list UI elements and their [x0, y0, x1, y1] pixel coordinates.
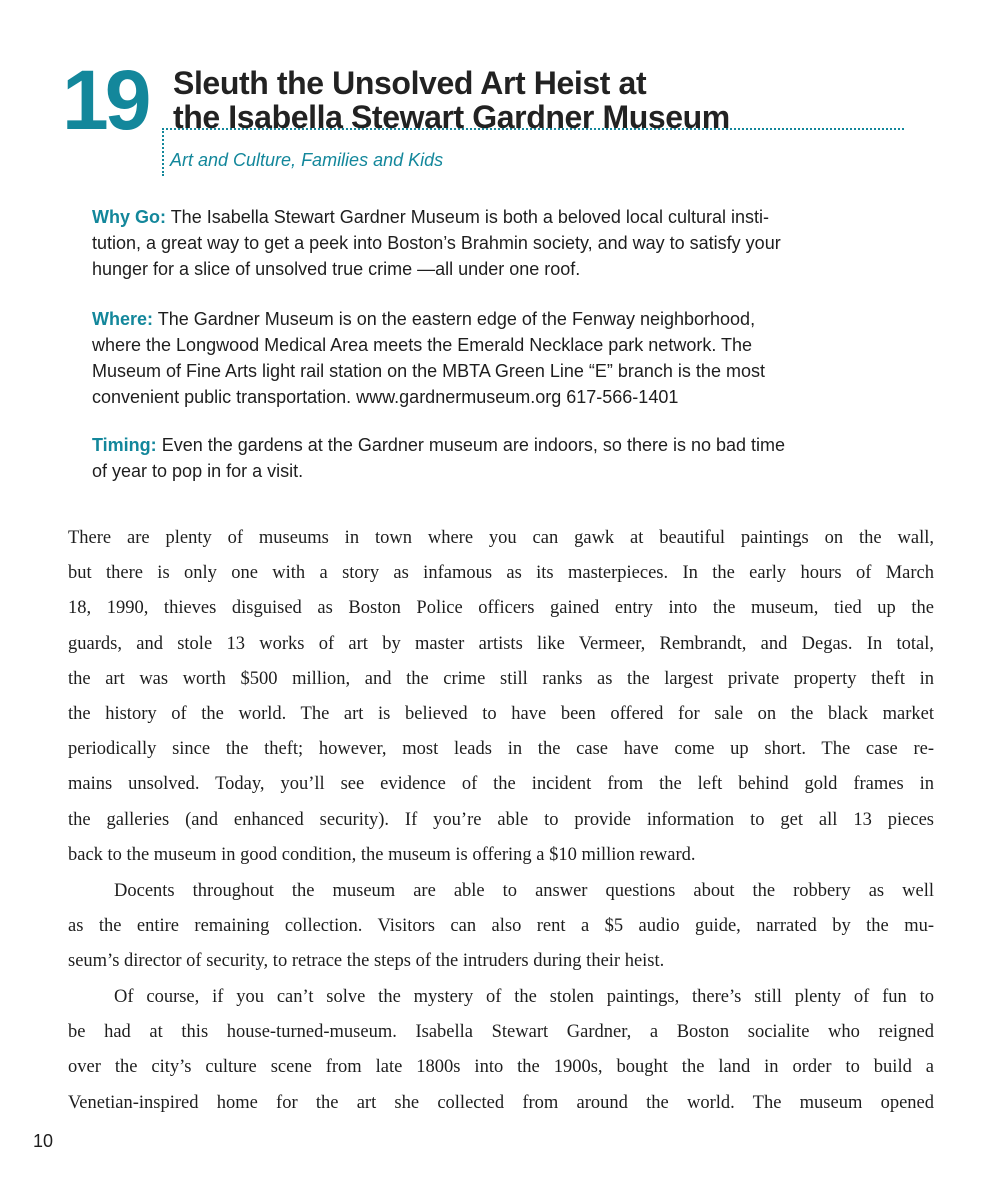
body-paragraph — [68, 874, 934, 980]
why-go-block — [92, 204, 920, 282]
body-line: 18, 1990, thieves disguised as Boston Police officers gained entry into the museum, tied up the — [68, 598, 934, 619]
body-line: but there is only one with a story as infamous as its masterpieces. In the early hours of March — [68, 563, 934, 584]
body-paragraph — [68, 980, 934, 1121]
body-line: be had at this house-turned-museum. Isabella Stewart Gardner, a Boston socialite who reigned — [68, 1022, 934, 1043]
page-number: 10 — [33, 1131, 54, 1151]
body-line: the art was worth $500 million, and the crime still ranks as the largest private property theft in — [68, 668, 934, 689]
body-paragraph — [68, 521, 934, 873]
title-divider — [162, 128, 904, 130]
info-line: tution, a great way to get a peek into Boston’s Brahmin society, and way to satisfy your — [92, 233, 781, 253]
info-line: of year to pop in for a visit. — [92, 461, 304, 481]
info-line: hunger for a slice of unsolved true crime —all under one roof. — [92, 259, 581, 279]
category-tags: Art and Culture, Families and Kids — [170, 150, 444, 170]
info-line: convenient public transportation. www.gardnermuseum.org 617-566-1401 — [92, 387, 679, 407]
category-divider — [162, 128, 164, 176]
body-line: guards, and stole 13 works of art by master artists like Vermeer, Rembrandt, and Degas. In total, — [68, 633, 934, 654]
body-line: Venetian-inspired home for the art she collected from around the world. The museum opened — [68, 1092, 934, 1113]
timing-text: Even the gardens at the Gardner museum are indoors, so there is no bad time — [161, 435, 786, 455]
body-line: seum’s director of security, to retrace the steps of the intruders during their heist. — [68, 951, 665, 972]
title-line: the Isabella Stewart Gardner Museum — [173, 99, 730, 135]
info-line — [92, 306, 920, 332]
body-line: back to the museum in good condition, the museum is offering a $10 million reward. — [68, 844, 696, 865]
body-line: the galleries (and enhanced security). If you’re able to provide information to get all 13 pieces — [68, 809, 934, 830]
why-go-text: The Isabella Stewart Gardner Museum is both a beloved local cultural insti- — [170, 207, 769, 227]
body-line: as the entire remaining collection. Visitors can also rent a $5 audio guide, narrated by the mu- — [68, 916, 934, 937]
info-line: where the Longwood Medical Area meets the Emerald Necklace park network. The — [92, 335, 753, 355]
page-title — [173, 66, 730, 134]
chapter-number: 19 — [62, 53, 148, 147]
where-block — [92, 306, 920, 410]
body-line: the history of the world. The art is believed to have been offered for sale on the black market — [68, 704, 934, 725]
body-line: mains unsolved. Today, you’ll see evidence of the incident from the left behind gold frames in — [68, 774, 934, 795]
info-line — [92, 432, 920, 458]
body-line: Docents throughout the museum are able to answer questions about the robbery as well — [114, 881, 934, 901]
title-line: Sleuth the Unsolved Art Heist at — [173, 65, 647, 101]
body-line: over the city’s culture scene from late 1800s into the 1900s, bought the land in order to build a — [68, 1057, 934, 1078]
where-label: Where: — [92, 309, 154, 329]
timing-label: Timing: — [92, 435, 157, 455]
body-line: periodically since the theft; however, most leads in the case have come up short. The case re- — [68, 739, 934, 760]
why-go-label: Why Go: — [92, 207, 166, 227]
where-text: The Gardner Museum is on the eastern edge of the Fenway neighborhood, — [157, 309, 756, 329]
info-line — [92, 204, 920, 230]
timing-block — [92, 432, 920, 484]
body-line: There are plenty of museums in town where you can gawk at beautiful paintings on the wall, — [68, 528, 934, 548]
info-line: Museum of Fine Arts light rail station on the MBTA Green Line “E” branch is the most — [92, 361, 765, 381]
body-line: Of course, if you can’t solve the mystery of the stolen paintings, there’s still plenty of fun to — [114, 987, 934, 1007]
